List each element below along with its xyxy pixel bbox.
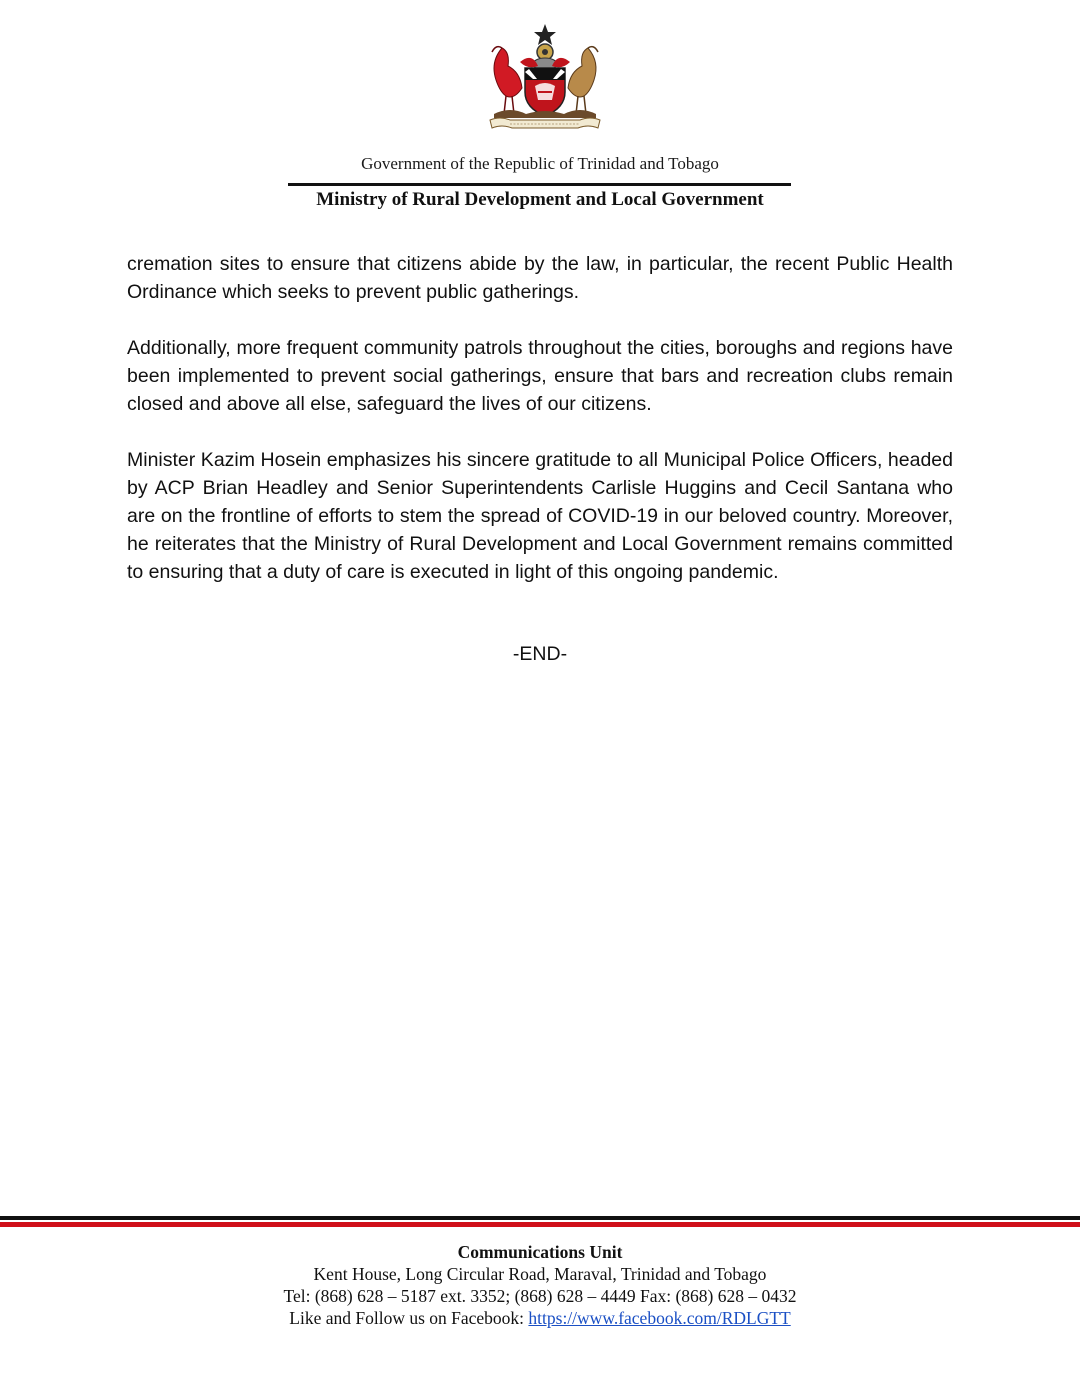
government-name: Government of the Republic of Trinidad and Tobago xyxy=(361,154,719,173)
footer-phone-numbers: Tel: (868) 628 – 5187 ext. 3352; (868) 628 – 4449 Fax: (868) 628 – 0432 xyxy=(283,1286,797,1306)
footer-divider-black xyxy=(0,1216,1080,1220)
footer-address: Kent House, Long Circular Road, Maraval, Trinidad and Tobago xyxy=(313,1264,767,1284)
footer-divider-red xyxy=(0,1222,1080,1227)
footer xyxy=(0,1241,1080,1329)
header-divider xyxy=(288,183,791,186)
facebook-link[interactable]: https://www.facebook.com/RDLGTT xyxy=(528,1308,791,1328)
press-release-body xyxy=(127,250,953,586)
facebook-prefix: Like and Follow us on Facebook: xyxy=(289,1308,529,1328)
body-paragraph-3: Minister Kazim Hosein emphasizes his sincere gratitude to all Municipal Police Officers, headed by ACP Brian Headley and Senior Superintendents Carlisle Huggins and Cecil Santana who are on the frontline of efforts to stem the spread of COVID-19 in our beloved country. Moreover, he reiterates that the Ministry of Rural Development and Local Government remains committed to ensuring that a duty of care is executed in light of this ongoing pandemic. xyxy=(127,449,953,583)
ministry-name: Ministry of Rural Development and Local Government xyxy=(316,189,764,210)
end-marker: -END- xyxy=(512,643,568,665)
body-paragraph-2: Additionally, more frequent community patrols throughout the cities, boroughs and regions have been implemented to prevent social gatherings, ensure that bars and recreation clubs remain closed and above all else, safeguard the lives of our citizens. xyxy=(127,337,953,415)
coat-of-arms-logo xyxy=(480,22,610,132)
footer-facebook-line xyxy=(0,1307,1080,1329)
body-paragraph-1: cremation sites to ensure that citizens abide by the law, in particular, the recent Public Health Ordinance which seeks to prevent public gatherings. xyxy=(127,253,953,303)
footer-unit-name: Communications Unit xyxy=(457,1242,623,1262)
